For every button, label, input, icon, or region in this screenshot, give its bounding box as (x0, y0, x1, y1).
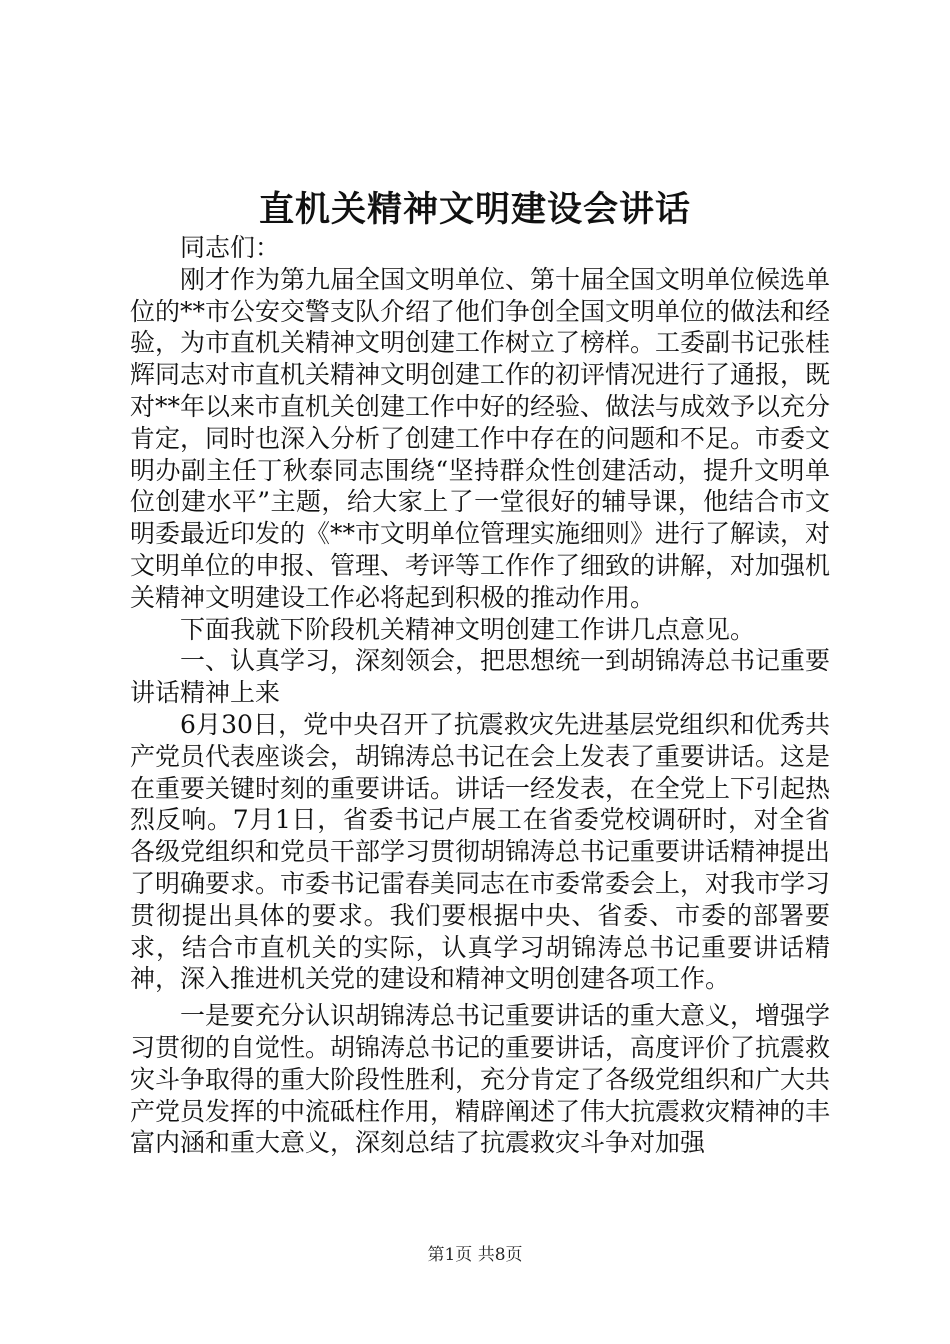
page-footer (0, 1243, 950, 1267)
body-paragraph: 一是要充分认识胡锦涛总书记重要讲话的重大意义，增强学习贯彻的自觉性。胡锦涛总书记的重要讲话，高度评价了抗震救灾斗争取得的重大阶段性胜利，充分肯定了各级党组织和广大共产党员发挥的中流砥柱作用，精辟阐述了伟大抗震救灾精神的丰富内涵和重大意义，深刻总结了抗震救灾斗争对加强 (130, 1001, 831, 1158)
body-paragraph: 下面我就下阶段机关精神文明创建工作讲几点意见。 (180, 614, 756, 644)
page-indicator: 第1页 共8页 (427, 1245, 523, 1265)
document-body (130, 232, 830, 1159)
document-title: 直机关精神文明建设会讲话 (258, 189, 691, 230)
section-heading: 一、认真学习，深刻领会，把思想统一到胡锦涛总书记重要讲话精神上来 (130, 646, 831, 708)
body-paragraph: 6月30日，党中央召开了抗震救灾先进基层党组织和优秀共产党员代表座谈会，胡锦涛总书记在会上发表了重要讲话。这是在重要关键时刻的重要讲话。讲话一经发表，在全党上下引起热烈反响。7月1日，省委书记卢展工在省委党校调研时，对全省各级党组织和党员干部学习贯彻胡锦涛总书记重要讲话精神提出了明确要求。市委书记雷春美同志在市委常委会上，对我市学习贯彻提出具体的要求。我们要根据中央、省委、市委的部署要求，结合市直机关的实际，认真学习胡锦涛总书记重要讲话精神，深入推进机关党的建设和精神文明创建各项工作。 (130, 709, 831, 994)
salutation-paragraph: 同志们： (180, 233, 281, 262)
body-paragraph: 刚才作为第九届全国文明单位、第十届全国文明单位候选单位的**市公安交警支队介绍了他们争创全国文明单位的做法和经验，为市直机关精神文明创建工作树立了榜样。工委副书记张桂辉同志对市直机关精神文明创建工作的初评情况进行了通报，既对**年以来市直机关创建工作中好的经验、做法与成效予以充分肯定，同时也深入分析了创建工作中存在的问题和不足。市委文明办副主任丁秋泰同志围绕“坚持群众性创建活动，提升文明单位创建水平”主题，给大家上了一堂很好的辅导课，他结合市文明委最近印发的《**市文明单位管理实施细则》进行了解读，对文明单位的申报、管理、考评等工作作了细致的讲解，对加强机关精神文明建设工作必将起到积极的推动作用。 (130, 264, 831, 612)
